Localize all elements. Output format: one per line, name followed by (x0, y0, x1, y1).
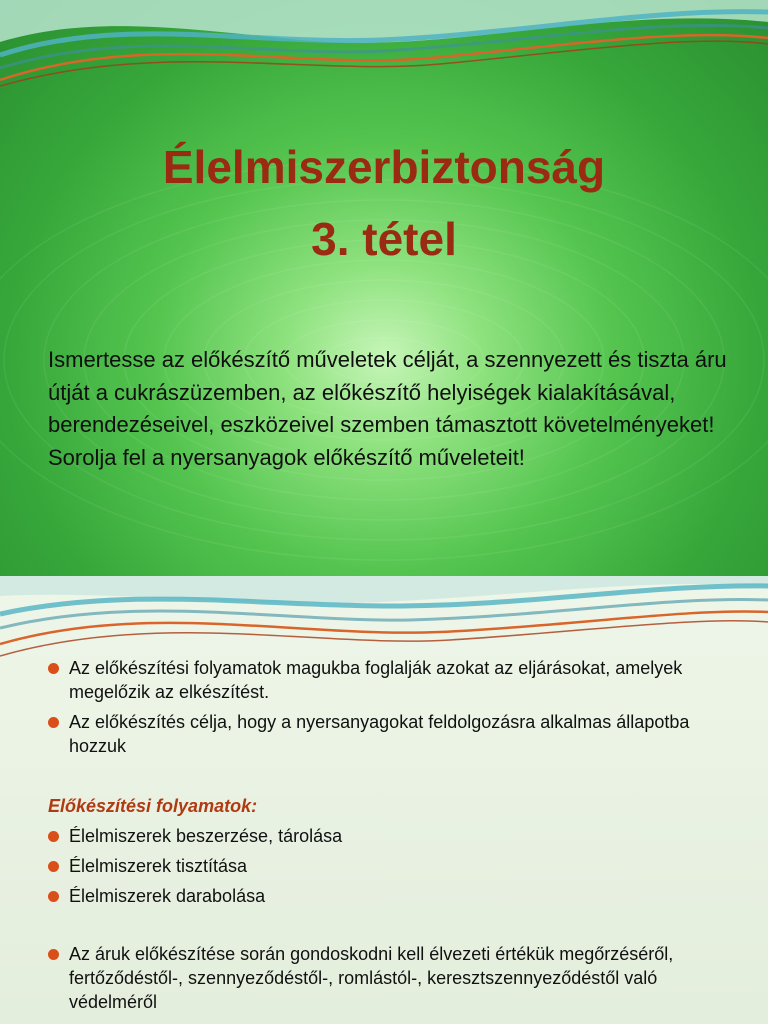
bullet-icon (48, 891, 59, 902)
bullet-text: Élelmiszerek beszerzése, tárolása (69, 826, 343, 846)
bullet-icon (48, 949, 59, 960)
bullet-item (48, 854, 748, 878)
bullet-icon (48, 861, 59, 872)
top-wave-decoration (0, 0, 768, 100)
bullet-item (48, 942, 748, 1014)
process-heading: Előkészítési folyamatok: (48, 796, 258, 816)
top-wave-decoration (0, 576, 768, 666)
bullet-item (48, 710, 748, 758)
bullet-item (48, 824, 748, 848)
bullet-icon (48, 831, 59, 842)
task-description: Ismertesse az előkészítő műveletek célját, a szennyezett és tiszta áru útját a cukrászüzemben, az előkészítő helyiségek kialakításával, berendezéseivel, eszközeivel szemben támasztott követelményeket! Sorolja fel a nyersanyagok előkészítő műveleteit! (48, 347, 727, 470)
slide-title-line1: Élelmiszerbiztonság (162, 141, 606, 193)
bullet-text: Élelmiszerek darabolása (69, 886, 266, 906)
bullet-item (48, 884, 748, 908)
slide-title-line2: 3. tétel (311, 213, 457, 265)
bullet-text: Élelmiszerek tisztítása (69, 856, 248, 876)
bullet-icon (48, 717, 59, 728)
bullet-text: Az áruk előkészítése során gondoskodni kell élvezeti értékük megőrzéséről, fertőződéstől-, szennyeződéstől-, romlástól-, keresztszennyeződéstől való védelméről (69, 944, 674, 1012)
bullet-text: Az előkészítési folyamatok magukba foglalják azokat az eljárásokat, amelyek megelőzik az elkészítést. (69, 658, 683, 702)
bullet-text: Az előkészítés célja, hogy a nyersanyagokat feldolgozásra alkalmas állapotba hozzuk (69, 712, 690, 756)
bullet-item (48, 656, 748, 704)
content-slide (0, 576, 768, 1024)
bullet-icon (48, 663, 59, 674)
